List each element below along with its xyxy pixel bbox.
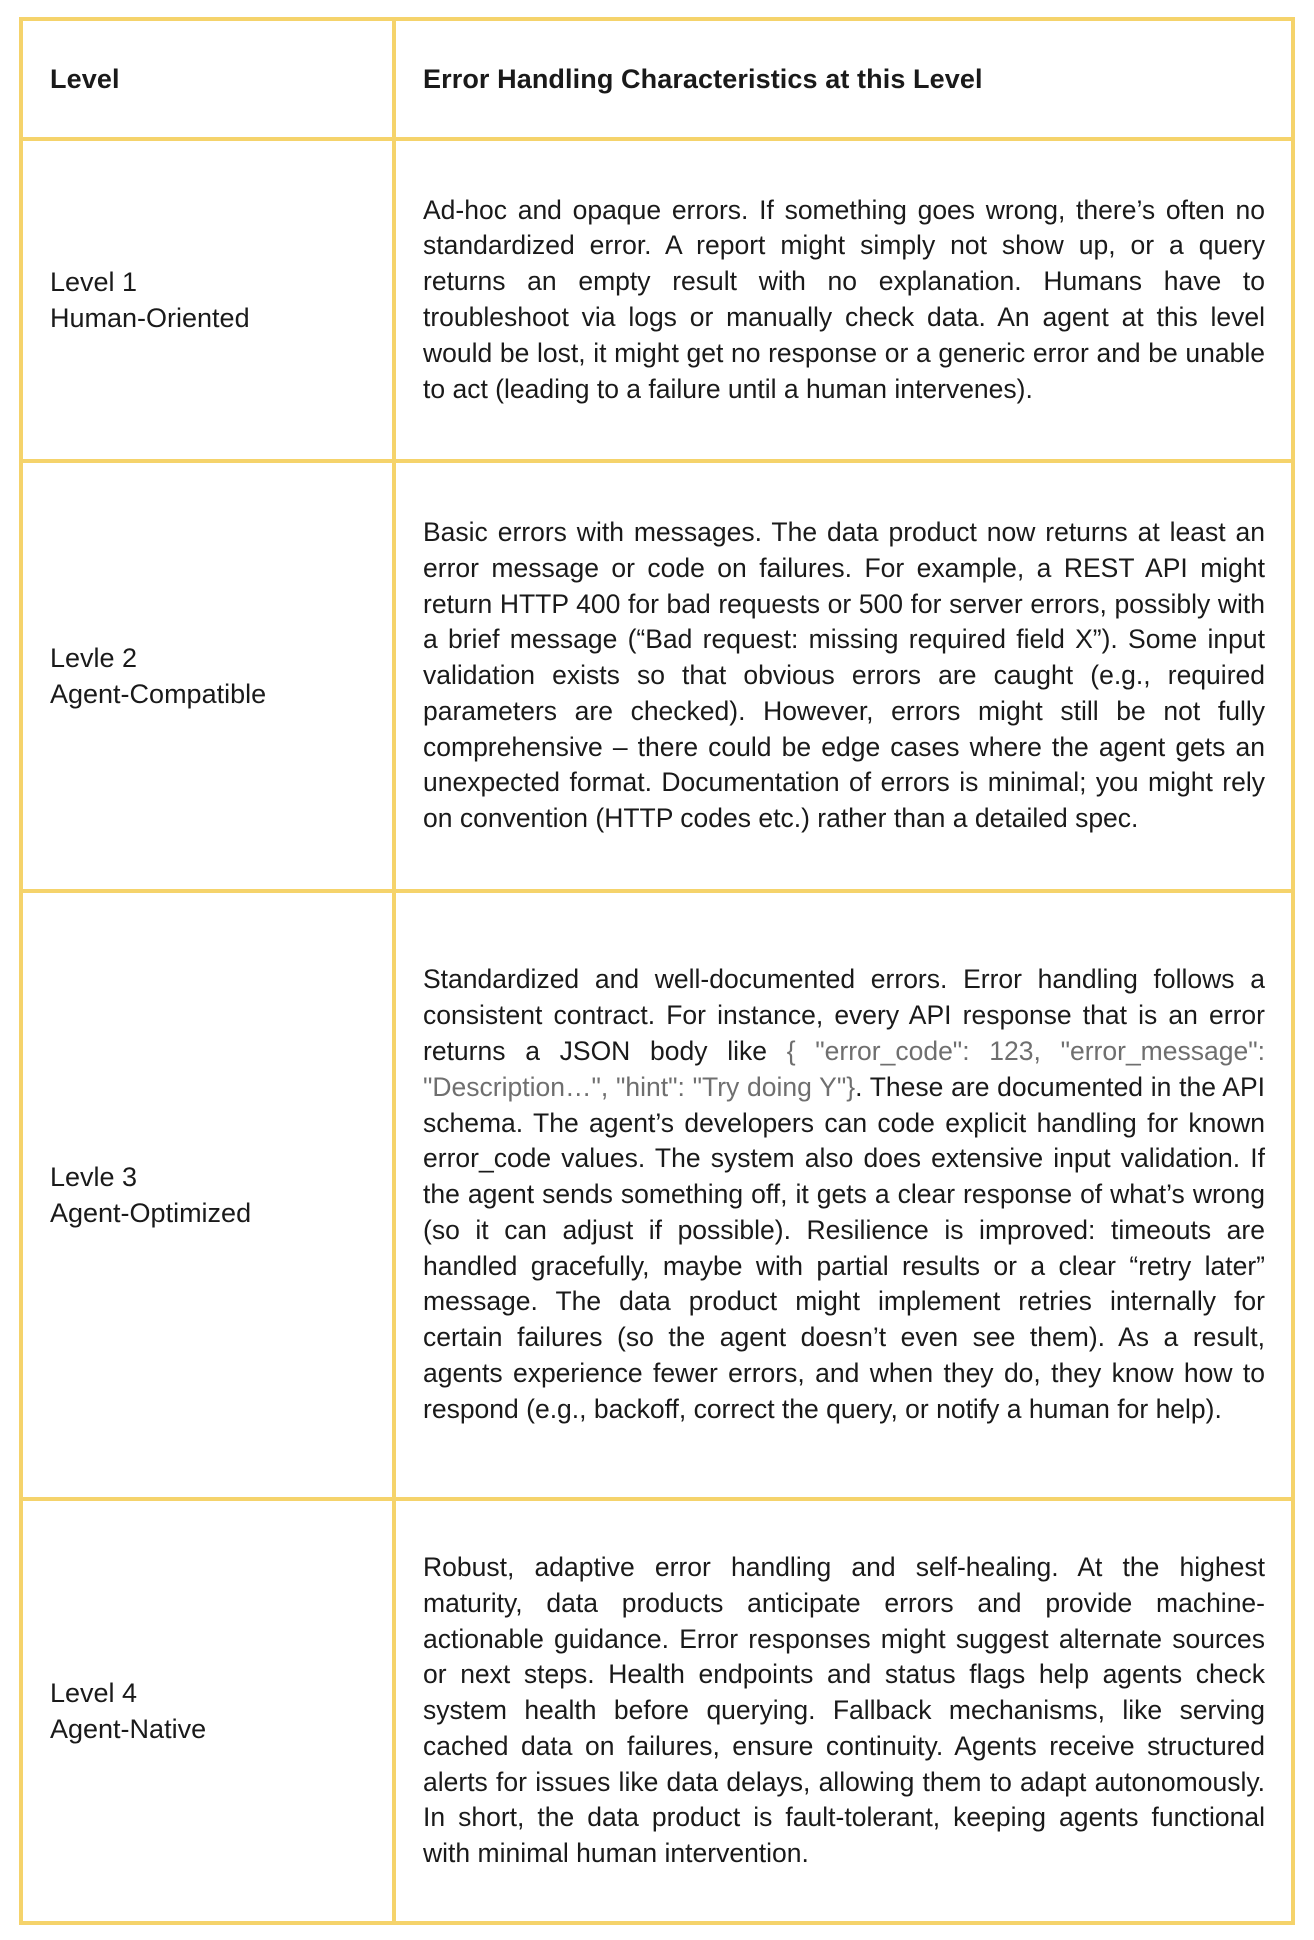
level-name: Agent-Compatible [50, 679, 267, 709]
level-cell [23, 137, 396, 459]
level-number: Levle 2 [50, 643, 138, 673]
level-label [50, 1675, 206, 1747]
level-description: Robust, adaptive error handling and self-healing. At the highest maturity, data products anticipate errors and provide machine-actionable guidance. Error responses might suggest alternate sources or next steps. Health endpoints and status flags help agents check system health before querying. Fallback mechanisms, like serving cached data on failures, ensure continuity. Agents receive structured alerts for issues like data delays, allowing them to adapt autonomously. In short, the data product is fault-tolerant, keeping agents functional with minimal human intervention. [423, 1551, 1265, 1869]
description-cell [396, 459, 1291, 889]
header-level-cell [23, 21, 396, 137]
level-name: Agent-Optimized [50, 1198, 252, 1228]
level-number: Level 1 [50, 267, 138, 297]
level-cell [23, 889, 396, 1497]
error-json-example: { "error_code": 123, "error_message": "Description…", "hint": "Try doing Y"} [423, 1035, 1265, 1102]
level-name: Agent-Native [50, 1714, 207, 1744]
description-cell [396, 1497, 1291, 1921]
level-label [50, 264, 250, 336]
description-cell [396, 137, 1291, 459]
error-handling-maturity-table [19, 17, 1295, 1925]
level-label [50, 640, 266, 712]
level-description [423, 962, 1265, 1427]
level-number: Levle 3 [50, 1162, 138, 1192]
level-cell [23, 459, 396, 889]
level-description: Basic errors with messages. The data product now returns at least an error message or code on failures. For example, a REST API might return HTTP 400 for bad requests or 500 for server errors, possibly with a brief message (“Bad request: missing required field X”). Some input validation exists so that obvious errors are caught (e.g., required parameters are checked). However, errors might still be not fully comprehensive – there could be edge cases where the agent gets an unexpected format. Documentation of errors is minimal; you might rely on convention (HTTP codes etc.) rather than a detailed spec. [423, 516, 1265, 834]
header-characteristics-cell [396, 21, 1291, 137]
description-text-after: . These are documented in the API schema. The agent’s developers can code explicit handling for known error_code values. The system also does extensive input validation. If the agent sends something off, it gets a clear response of what’s wrong (so it can adjust if possible). Resilience is improved: timeouts are handled gracefully, maybe with partial results or a clear “retry later” message. The data product might implement retries internally for certain failures (so the agent doesn’t even see them). As a result, agents experience fewer errors, and when they do, they know how to respond (e.g., backoff, correct the query, or notify a human for help). [423, 1071, 1265, 1424]
description-cell [396, 889, 1291, 1497]
level-number: Level 4 [50, 1678, 138, 1708]
description-text-before: Standardized and well-documented errors. Error handling follows a consistent contract. For instance, every API response that is an error returns a JSON body like [423, 964, 1265, 1066]
level-label [50, 1159, 251, 1231]
header-characteristics-label: Error Handling Characteristics at this Level [423, 63, 983, 94]
level-cell [23, 1497, 396, 1921]
level-name: Human-Oriented [50, 303, 250, 333]
level-description: Ad-hoc and opaque errors. If something goes wrong, there’s often no standardized error. A report might simply not show up, or a query returns an empty result with no explanation. Humans have to troubleshoot via logs or manually check data. An agent at this level would be lost, it might get no response or a generic error and be unable to act (leading to a failure until a human intervenes). [423, 194, 1265, 404]
header-level-label: Level [50, 63, 120, 94]
